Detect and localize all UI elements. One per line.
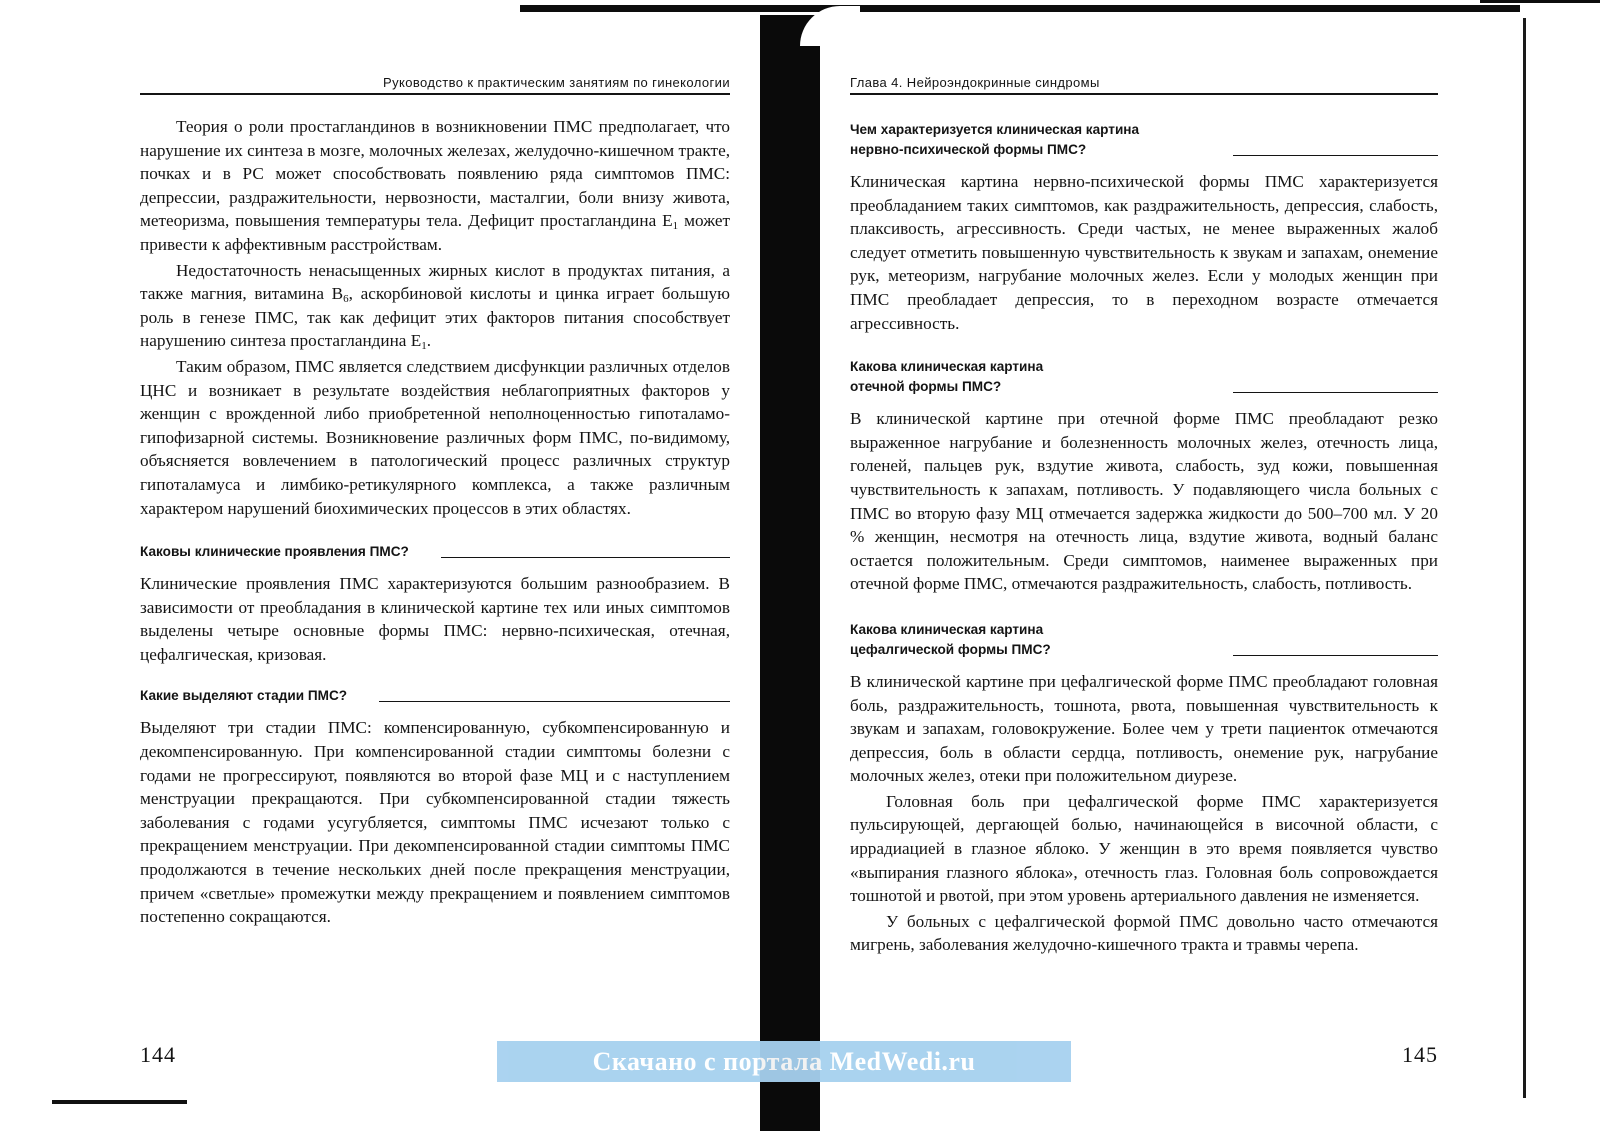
subscript: 1 <box>672 220 679 233</box>
paragraph-prostaglandins <box>140 115 730 257</box>
page-number-right: 145 <box>1402 1042 1438 1067</box>
question-heading <box>140 542 730 562</box>
scan-top-edge-2 <box>1480 0 1600 3</box>
answer-paragraph: В клинической картине при цефалгической форме ПМС преобладают головная боль, раздражительность, тошнота, рвота, повышенная чувствительность к звукам и запахам, головокружение. Более чем у трети пациенток отмечаются депрессия, боль в области сердца, потливость, онемение рук, нагрубание молочных желез, отеки при положительном диурезе. <box>850 671 1438 786</box>
watermark-banner: Скачано с портала MedWedi.ru <box>497 1041 1071 1082</box>
question-text: Какие выделяют стадии ПМС? <box>140 688 348 704</box>
answer-paragraph: Клиническая картина нервно-психической формы ПМС характеризуется преобладанием таких симптомов, как раздражительность, депрессия, слабость, плаксивость, агрессивность. Среди частых, не менее выраженных жалоб следует отметить повышенную чувствительность к звукам и запахам, онемение рук, метеоризм, нагрубание молочных желез. Если у молодых женщин при ПМС преобладает депрессия, то в переходном возрасте отмечается агрессивность. <box>850 172 1438 333</box>
paragraph-conclusion: Таким образом, ПМС является следствием дисфункции различных отделов ЦНС и возникает в результате воздействия неблагоприятных факторов у женщин с врожденной либо приобретенной неполноценностью гипоталамо-гипофизарной системы. Возникновение различных форм ПМС, по-видимому, объясняется вовлечением в патологический процесс различных структур гипоталамуса и лимбико-ретикулярного комплекса, а также различным характером нарушений биохимических процессов в этих областях. <box>140 356 730 518</box>
paragraph-fatty-acids <box>140 259 730 353</box>
heading-rule <box>441 557 730 558</box>
question-line: нервно-психической формы ПМС? <box>850 142 1087 157</box>
right-page <box>850 0 1438 1131</box>
text-span: Теория о роли простагландинов в возникновении ПМС предполагает, что нарушение их синтеза в мозге, молочных железах, желудочно-кишечном тракте, почках и в РС может способствовать появлению ряда симптомов ПМС: депрессии, раздражительности, нервозности, масталгии, боли внизу живота, метеоризма, повышения температуры тела. Дефицит простагландина Е <box>140 117 730 231</box>
answer-paragraph: Головная боль при цефалгической форме ПМС характеризуется пульсирующей, дергающей болью, начинающейся в височной области, с иррадиацией в глазное яблоко. У женщин в это время появляется чувство «выпирания глазного яблока», отечность глаз. Головная боль сопровождается тошнотой и рвотой, при этом уровень артериального давления не изменяется. <box>850 791 1438 906</box>
question-line: отечной формы ПМС? <box>850 379 1002 395</box>
heading-rule <box>1233 392 1438 393</box>
answer-paragraph: У больных с цефалгической формой ПМС довольно часто отмечаются мигрень, заболевания желудочно-кишечного тракта и травмы черепа. <box>850 911 1438 955</box>
question-line: Какова клиническая картина <box>850 359 1044 375</box>
subscript: 1 <box>421 340 427 353</box>
page-number-left: 144 <box>140 1042 176 1067</box>
heading-rule <box>1233 655 1438 656</box>
question-text <box>850 620 1051 660</box>
text-span: . <box>426 331 432 351</box>
left-page <box>140 0 730 1131</box>
right-page-body <box>850 106 1438 957</box>
question-heading <box>140 686 730 706</box>
heading-rule <box>379 701 730 702</box>
question-heading <box>850 120 1438 160</box>
question-text <box>850 357 1043 397</box>
running-head-right: Глава 4. Нейроэндокринные синдромы <box>850 75 1438 95</box>
question-text <box>850 120 1139 160</box>
question-line: Чем характеризуется клиническая картина <box>850 122 1140 137</box>
question-heading <box>850 620 1438 660</box>
answer-paragraph: В клинической картине при отечной форме ПМС преобладают резко выраженное нагрубание и болезненность молочных желез, отечность лица, голеней, пальцев рук, вздутие живота, слабость, зуд кожи, повышенная чувствительность к запахам, потливость. У подавляющего числа больных с ПМС во вторую фазу МЦ отмечается задержка жидкости до 500–700 мл. У 20 % женщин, несмотря на отечность лица, вздутие живота, водный баланс остается положительным. Среди симптомов, наименее выраженных при отечной форме ПМС, отмечаются раздражительность, слабость, потливость. <box>850 409 1438 594</box>
scan-right-edge <box>1523 18 1526 1098</box>
answer-paragraph: Клинические проявления ПМС характеризуются большим разнообразием. В зависимости от преобладания в клинической картине тех или иных симптомов выделены четыре основные формы ПМС: нервно-психическая, отечная, цефалгическая, кризовая. <box>140 574 730 664</box>
book-gutter-shadow <box>760 15 820 1131</box>
text-span: , аскорбиновой кислоты и цинка играет большую роль в генезе ПМС, так как дефицит этих факторов питания способствует нарушению синтеза простагландина Е <box>140 284 730 351</box>
answer-paragraph: Выделяют три стадии ПМС: компенсированную, субкомпенсированную и декомпенсированную. При компенсированной стадии симптомы болезни с годами не прогрессируют, появляются во второй фазе МЦ и с наступлением менструации прекращаются. При субкомпенсированной стадии тяжесть заболевания с годами усугубляется, симптомы ПМС исчезают только с прекращением менструации. При декомпенсированной стадии симптомы ПМС продолжаются в течение нескольких дней после прекращения менструации, причем «светлые» промежутки между прекращением и появлением симптомов постепенно сокращаются. <box>140 718 730 927</box>
left-page-body <box>140 115 730 929</box>
text-span: Недостаточность ненасыщенных жирных кислот в продуктах питания, а также магния, витамина В <box>140 260 730 304</box>
question-line: цефалгической формы ПМС? <box>850 641 1051 657</box>
question-heading <box>850 357 1438 397</box>
heading-rule <box>1233 155 1438 156</box>
text-span: может привести к аффективным расстройствам. <box>140 211 730 254</box>
subscript: 6 <box>343 293 349 306</box>
running-head-left: Руководство к практическим занятиям по гинекологии <box>140 75 730 95</box>
question-line: Какова клиническая картина <box>850 621 1044 637</box>
question-text: Каковы клинические проявления ПМС? <box>140 544 409 560</box>
